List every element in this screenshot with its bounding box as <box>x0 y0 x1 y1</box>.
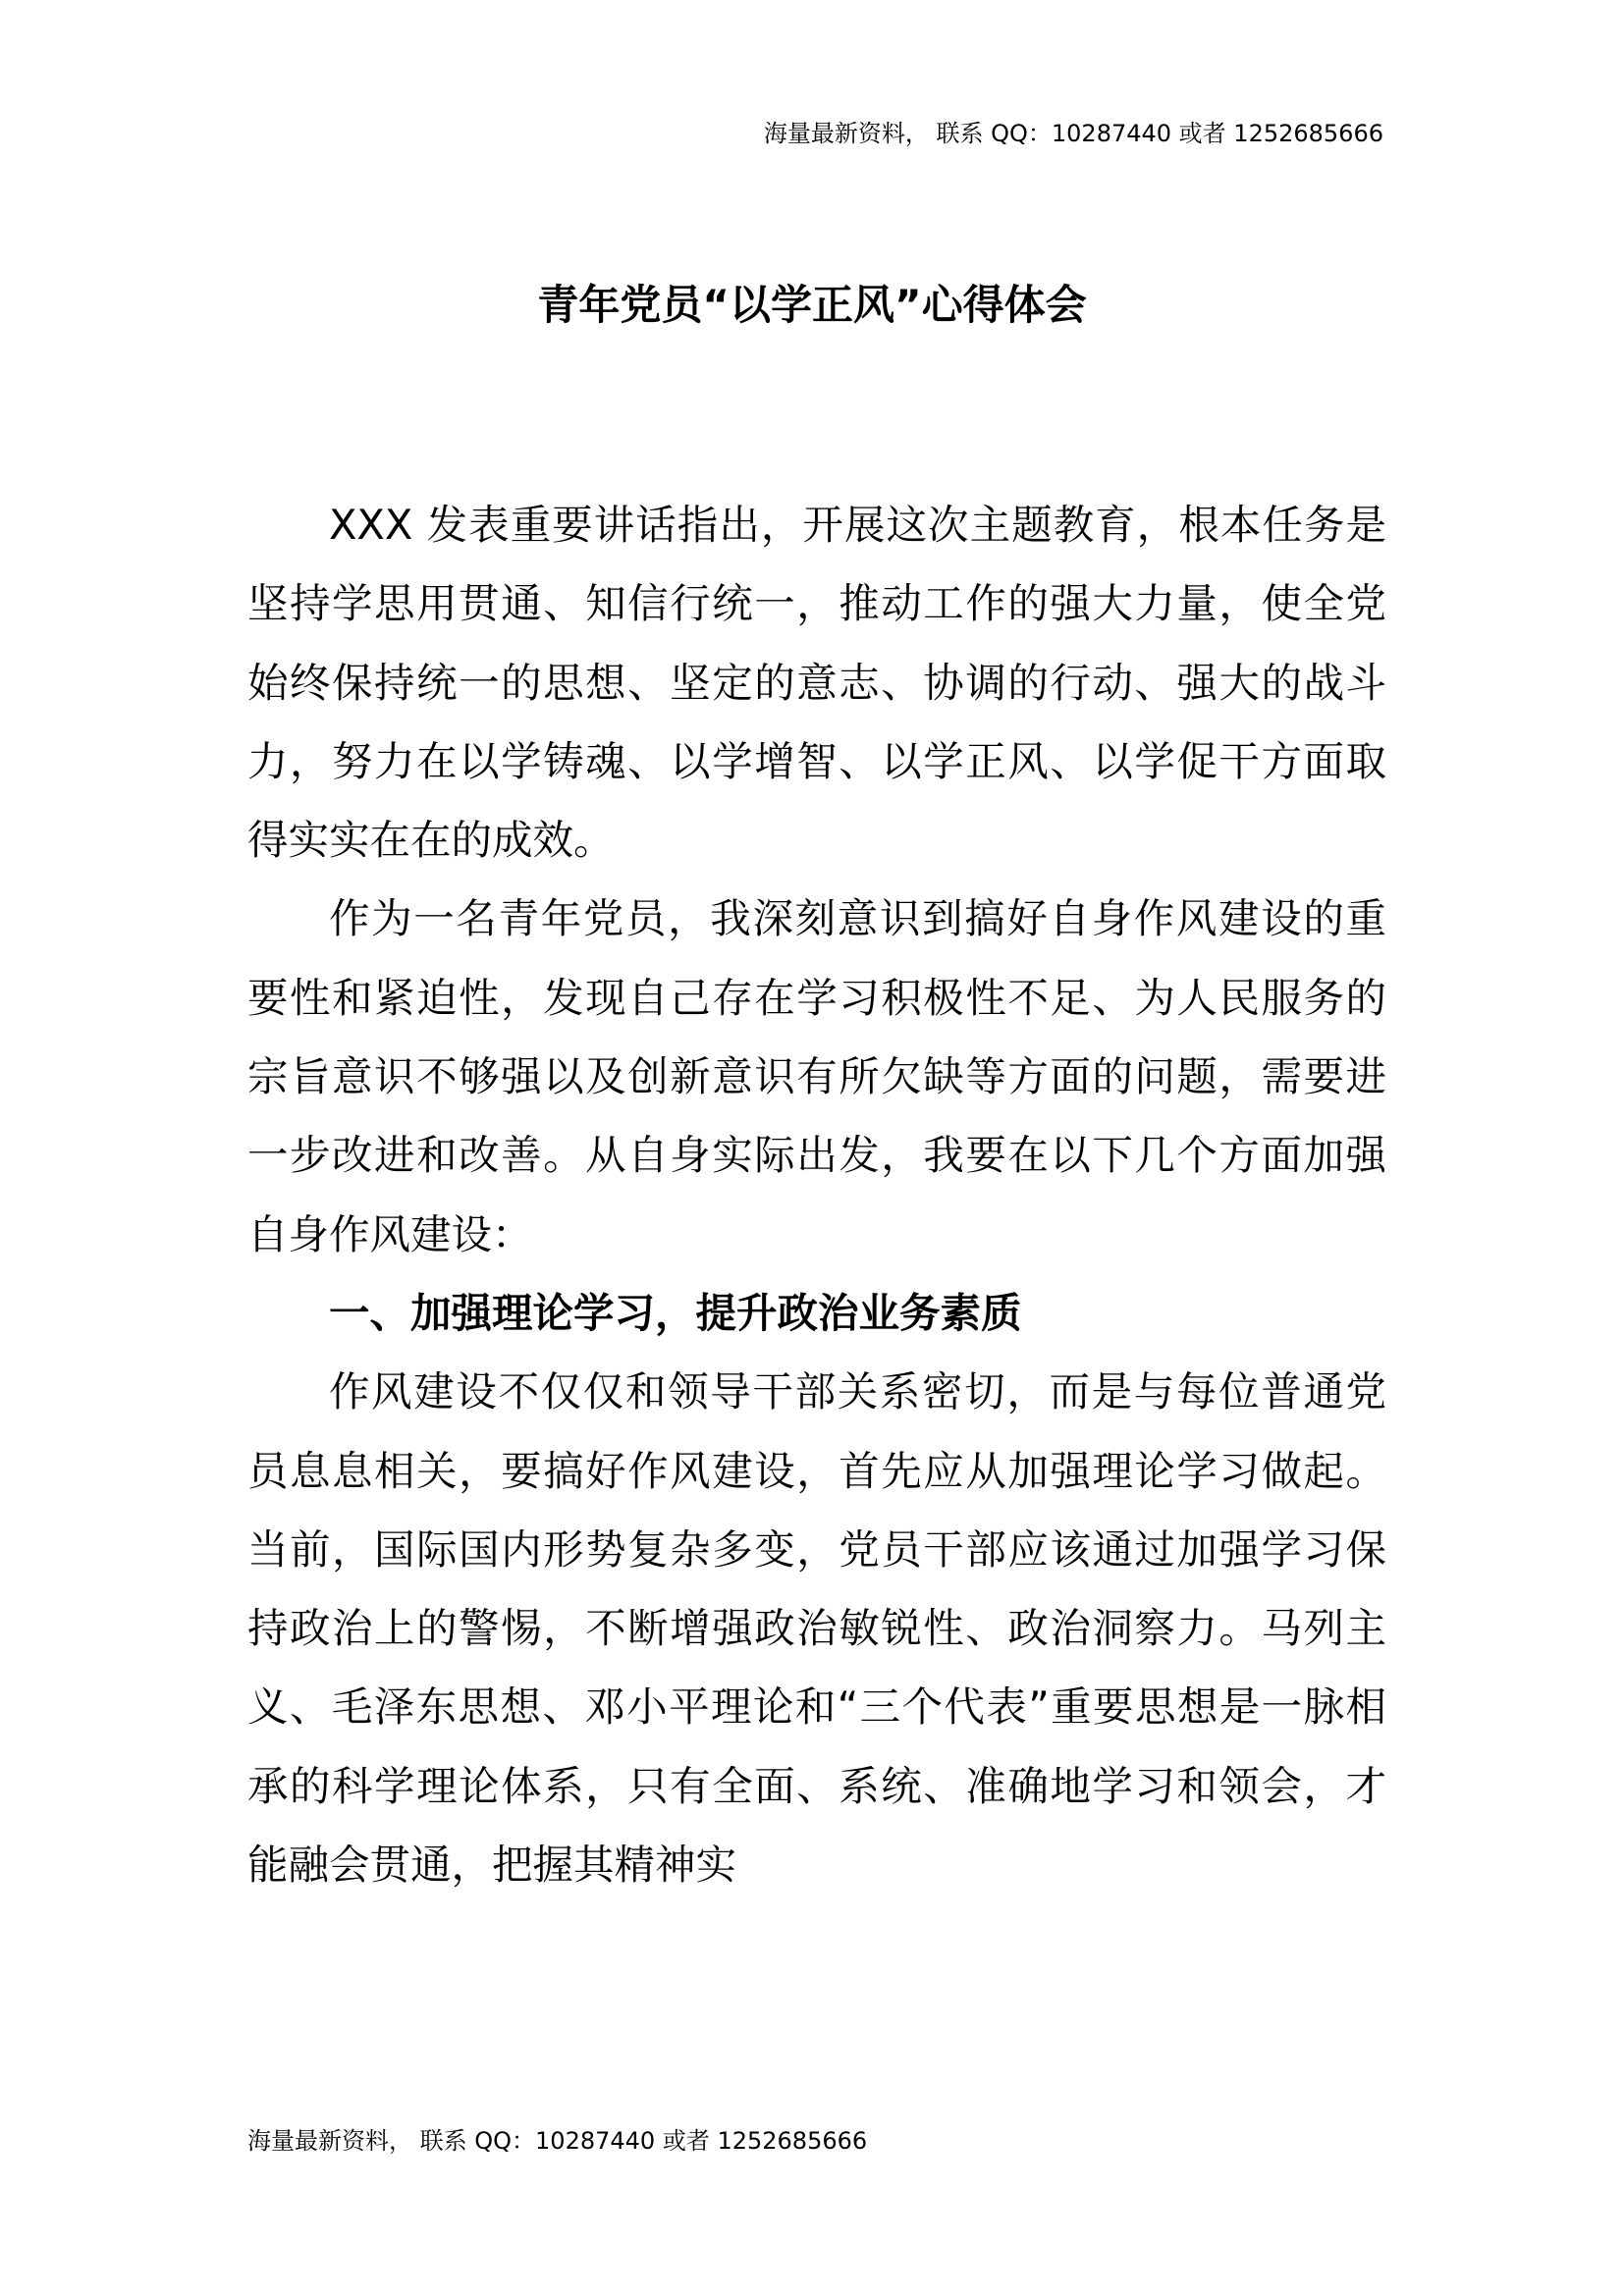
document-title: 青年党员“以学正风”心得体会 <box>537 281 1087 329</box>
header-contact-note: 海量最新资料， 联系 QQ：10287440 或者 1252685666 <box>763 120 1383 147</box>
body-paragraph-2: 作为一名青年党员，我深刻意识到搞好自身作风建设的重要性和紧迫性，发现自己存在学习积极性不足、为人民服务的宗旨意识不够强以及创新意识有所欠缺等方面的问题，需要进一步改进和改善。从自身实际出发，我要在以下几个方面加强自身作风建设： <box>247 894 1386 1258</box>
section-paragraph-1: 作风建设不仅仅和领导干部关系密切，而是与每位普通党员息息相关，要搞好作风建设，首先应从加强理论学习做起。当前，国际国内形势复杂多变，党员干部应该通过加强学习保持政治上的警惕，不断增强政治敏锐性、政治洞察力。马列主义、毛泽东思想、邓小平理论和“三个代表”重要思想是一脉相承的科学理论体系，只有全面、系统、准确地学习和领会，才能融会贯通，把握其精神实 <box>247 1367 1386 1890</box>
footer-contact-note: 海量最新资料， 联系 QQ：10287440 或者 1252685666 <box>247 2127 868 2155</box>
document-body <box>247 486 1386 1904</box>
body-paragraph-1: XXX 发表重要讲话指出，开展这次主题教育，根本任务是坚持学思用贯通、知信行统一，推动工作的强大力量，使全党始终保持统一的思想、坚定的意志、协调的行动、强大的战斗力，努力在以学铸魂、以学增智、以学正风、以学促干方面取得实实在在的成效。 <box>247 501 1386 865</box>
section-heading-1: 一、加强理论学习，提升政治业务素质 <box>329 1288 1022 1337</box>
